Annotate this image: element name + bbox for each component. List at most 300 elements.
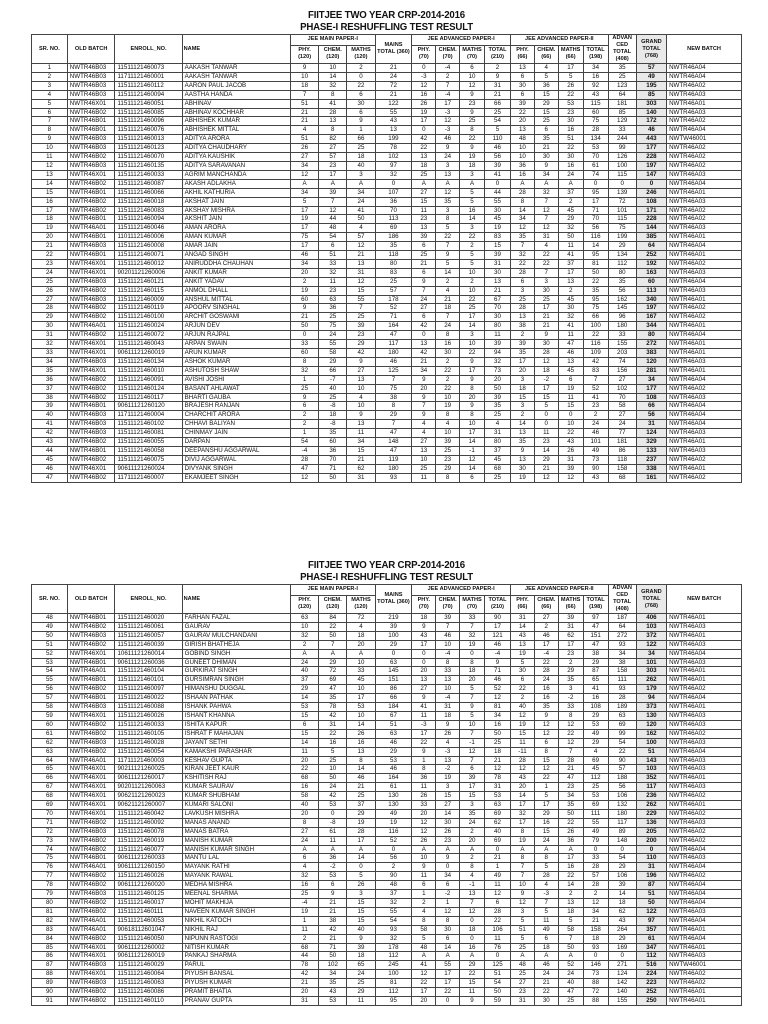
cell-adv2-chem: 46 [534, 631, 558, 640]
cell-grand-total: 177 [636, 384, 666, 393]
cell-adv1-phy: 4 [412, 907, 436, 916]
cell-grand-total: 61 [636, 934, 666, 943]
sheet2-subtitle: PHASE-I RESHUFFLING TEST RESULT [300, 571, 473, 583]
cell-sr-no: 49 [32, 622, 68, 631]
cell-main-maths: 45 [347, 676, 375, 685]
cell-adv2-total: 70 [583, 153, 608, 162]
cell-enroll-no: 11511121460042 [115, 809, 182, 818]
cell-mains-total: 7 [375, 375, 412, 384]
header-chem: CHEM. (70) [436, 45, 460, 63]
cell-advanced-total: 111 [608, 676, 636, 685]
cell-adv1-maths: 5 [460, 685, 485, 694]
cell-old-batch: NWTR46B02 [67, 622, 115, 631]
cell-enroll-no: 11511121460073 [115, 64, 182, 73]
cell-adv2-chem: -4 [534, 649, 558, 658]
cell-adv1-phy: 22 [412, 738, 436, 747]
cell-old-batch: NWTR46B02 [67, 988, 115, 997]
cell-student-name: GAURAV [182, 622, 290, 631]
cell-main-maths: 31 [347, 473, 375, 482]
cell-adv1-total: 54 [484, 117, 510, 126]
table-row [32, 402, 742, 411]
cell-main-maths: 46 [347, 774, 375, 783]
cell-main-chem: 8 [319, 126, 347, 135]
cell-new-batch: NWTR46A03 [667, 622, 742, 631]
cell-adv2-total: 50 [583, 268, 608, 277]
cell-main-chem: 23 [319, 161, 347, 170]
cell-adv2-maths: 24 [558, 170, 583, 179]
cell-main-phy: 51 [291, 99, 319, 108]
cell-old-batch: NWTR46X01 [67, 259, 115, 268]
cell-enroll-no: 11511121460009 [115, 295, 182, 304]
cell-adv1-total: 50 [484, 729, 510, 738]
cell-grand-total: 56 [636, 411, 666, 420]
cell-adv2-chem: 24 [534, 676, 558, 685]
cell-grand-total: 340 [636, 295, 666, 304]
cell-enroll-no: 90201121260006 [115, 268, 182, 277]
cell-student-name: ADITYA KAUSHIK [182, 153, 290, 162]
cell-advanced-total: 75 [608, 224, 636, 233]
cell-adv1-total: 21 [484, 286, 510, 295]
table-row [32, 783, 742, 792]
cell-adv2-phy: 3 [511, 402, 535, 411]
cell-main-phy: 24 [291, 658, 319, 667]
cell-adv2-phy: 14 [511, 792, 535, 801]
cell-grand-total: 192 [636, 259, 666, 268]
cell-new-batch: NWTR46A01 [667, 667, 742, 676]
cell-new-batch: NWTR46A01 [667, 801, 742, 810]
cell-old-batch: NWTR46X01 [67, 340, 115, 349]
cell-mains-total: 130 [375, 792, 412, 801]
cell-adv2-phy: 31 [511, 614, 535, 623]
cell-adv2-phy: 13 [511, 640, 535, 649]
cell-adv1-maths: 10 [460, 720, 485, 729]
cell-new-batch: NWTR46A04 [667, 916, 742, 925]
cell-main-phy: 6 [291, 720, 319, 729]
cell-mains-total: 51 [375, 720, 412, 729]
cell-enroll-no: 11511121460046 [115, 224, 182, 233]
cell-adv2-phy: 39 [511, 99, 535, 108]
cell-mains-total: 113 [375, 215, 412, 224]
cell-adv1-phy: 1 [412, 756, 436, 765]
cell-sr-no: 72 [32, 827, 68, 836]
table-row [32, 72, 742, 81]
cell-adv1-chem: 17 [436, 970, 460, 979]
cell-adv2-chem: 49 [534, 925, 558, 934]
cell-adv1-phy: 7 [412, 402, 436, 411]
cell-adv1-phy: 20 [412, 809, 436, 818]
cell-adv2-total: 25 [583, 783, 608, 792]
cell-adv1-maths: 2 [460, 277, 485, 286]
cell-adv2-phy: 22 [511, 685, 535, 694]
cell-advanced-total: 101 [608, 206, 636, 215]
cell-old-batch: NWTR46X01 [67, 970, 115, 979]
cell-student-name: GOBIND SINGH [182, 649, 290, 658]
cell-adv1-phy: 17 [412, 640, 436, 649]
cell-adv1-total: 50 [484, 384, 510, 393]
cell-adv1-total: 78 [484, 774, 510, 783]
cell-enroll-no: 11511121460087 [115, 179, 182, 188]
cell-main-maths: 15 [347, 446, 375, 455]
cell-sr-no: 23 [32, 259, 68, 268]
cell-mains-total: 25 [375, 277, 412, 286]
cell-new-batch: NWTR46A04 [667, 694, 742, 703]
cell-old-batch: NWTR46B02 [67, 179, 115, 188]
cell-new-batch: NWTR46A01 [667, 943, 742, 952]
cell-adv2-maths: A [558, 952, 583, 961]
cell-student-name: ANGAD SINGH [182, 251, 290, 260]
cell-grand-total: 250 [636, 996, 666, 1005]
cell-enroll-no: 11511121460064 [115, 970, 182, 979]
table-row [32, 809, 742, 818]
cell-main-maths: 9 [347, 411, 375, 420]
cell-grand-total: 224 [636, 970, 666, 979]
cell-old-batch: NWTR46B02 [67, 836, 115, 845]
cell-sr-no: 68 [32, 792, 68, 801]
cell-main-maths: 14 [347, 720, 375, 729]
cell-adv1-chem: 46 [436, 631, 460, 640]
cell-mains-total: 36 [375, 197, 412, 206]
cell-adv2-maths: 46 [558, 349, 583, 358]
cell-new-batch: NWTR46A03 [667, 170, 742, 179]
cell-enroll-no: 90611121260019 [115, 952, 182, 961]
cell-sr-no: 71 [32, 818, 68, 827]
cell-student-name: DEEPANSHU AGGARWAL [182, 446, 290, 455]
cell-main-chem: 102 [319, 961, 347, 970]
cell-main-chem: 18 [319, 411, 347, 420]
cell-main-phy: 6 [291, 854, 319, 863]
cell-adv2-maths: 45 [558, 295, 583, 304]
cell-main-maths: 26 [347, 729, 375, 738]
cell-adv1-maths: 12 [460, 907, 485, 916]
cell-adv2-total: 34 [583, 907, 608, 916]
cell-adv1-phy: 9 [412, 622, 436, 631]
cell-main-maths: 5 [347, 872, 375, 881]
cell-adv2-phy: 43 [511, 774, 535, 783]
cell-adv1-maths: 22 [460, 233, 485, 242]
cell-main-maths: 9 [347, 117, 375, 126]
cell-adv2-total: 74 [583, 170, 608, 179]
cell-adv2-chem: 12 [534, 473, 558, 482]
cell-main-phy: 40 [291, 667, 319, 676]
cell-adv2-chem: 22 [534, 259, 558, 268]
cell-main-chem: -8 [319, 402, 347, 411]
cell-adv2-maths: 23 [558, 649, 583, 658]
cell-enroll-no: 11511121460135 [115, 161, 182, 170]
cell-adv1-total: 53 [484, 792, 510, 801]
cell-main-phy: 11 [291, 747, 319, 756]
cell-mains-total: 49 [375, 809, 412, 818]
cell-adv1-total: 1 [484, 863, 510, 872]
cell-adv1-phy: 42 [412, 322, 436, 331]
cell-mains-total: 93 [375, 473, 412, 482]
cell-mains-total: 107 [375, 188, 412, 197]
cell-advanced-total: 199 [608, 233, 636, 242]
cell-old-batch: NWTR46B02 [67, 455, 115, 464]
cell-new-batch: NWTR46A04 [667, 863, 742, 872]
cell-adv1-maths: 17 [460, 366, 485, 375]
cell-main-phy: 58 [291, 792, 319, 801]
table-row [32, 473, 742, 482]
cell-adv2-total: 0 [583, 952, 608, 961]
cell-adv1-chem: 23 [436, 836, 460, 845]
cell-sr-no: 14 [32, 179, 68, 188]
cell-new-batch: NWTR46A01 [667, 340, 742, 349]
cell-enroll-no: 90611121260002 [115, 943, 182, 952]
table-row [32, 996, 742, 1005]
cell-adv1-chem: 2 [436, 375, 460, 384]
cell-grand-total: 197 [636, 161, 666, 170]
header-chem: CHEM. (70) [436, 595, 460, 613]
cell-new-batch: NWTR46A01 [667, 295, 742, 304]
table-row [32, 242, 742, 251]
cell-main-phy: 6 [291, 402, 319, 411]
cell-adv2-chem: 6 [534, 738, 558, 747]
cell-adv1-total: 56 [484, 153, 510, 162]
cell-sr-no: 58 [32, 703, 68, 712]
cell-main-chem: 32 [319, 268, 347, 277]
cell-adv1-phy: 9 [412, 393, 436, 402]
cell-main-maths: 19 [347, 818, 375, 827]
cell-sr-no: 6 [32, 108, 68, 117]
cell-adv2-chem: 8 [534, 747, 558, 756]
cell-adv1-total: 31 [484, 429, 510, 438]
cell-main-chem: 22 [319, 729, 347, 738]
cell-adv2-maths: 17 [558, 64, 583, 73]
cell-new-batch: NWTR46A02 [667, 81, 742, 90]
cell-main-maths: A [347, 845, 375, 854]
cell-old-batch: NWTR46B02 [67, 640, 115, 649]
cell-adv2-chem: 29 [534, 809, 558, 818]
cell-adv1-total: 19 [484, 224, 510, 233]
cell-adv1-total: 125 [484, 961, 510, 970]
cell-mains-total: 43 [375, 117, 412, 126]
table-row [32, 667, 742, 676]
cell-main-maths: 25 [347, 792, 375, 801]
table-row [32, 206, 742, 215]
cell-enroll-no: 11511121460104 [115, 667, 182, 676]
cell-main-phy: 24 [291, 836, 319, 845]
cell-adv1-phy: 0 [412, 331, 436, 340]
cell-new-batch: NWTR46A02 [667, 144, 742, 153]
cell-grand-total: 31 [636, 863, 666, 872]
cell-old-batch: NWTR46X01 [67, 349, 115, 358]
cell-advanced-total: 112 [608, 259, 636, 268]
cell-grand-total: 177 [636, 144, 666, 153]
cell-adv1-maths: 19 [460, 640, 485, 649]
cell-adv2-chem: 30 [534, 153, 558, 162]
table-row [32, 126, 742, 135]
cell-main-chem: 5 [319, 747, 347, 756]
cell-adv2-maths: 39 [558, 614, 583, 623]
table-row [32, 64, 742, 73]
cell-main-maths: 40 [347, 161, 375, 170]
cell-adv2-phy: 14 [511, 622, 535, 631]
table-row [32, 420, 742, 429]
cell-adv1-phy: 9 [412, 747, 436, 756]
cell-adv1-total: 81 [484, 703, 510, 712]
cell-adv2-total: 146 [583, 961, 608, 970]
cell-main-phy: 21 [291, 313, 319, 322]
cell-main-chem: 36 [319, 854, 347, 863]
cell-main-chem: 39 [319, 188, 347, 197]
cell-adv2-maths: 29 [558, 215, 583, 224]
cell-grand-total: 46 [636, 126, 666, 135]
table-row [32, 854, 742, 863]
cell-adv1-maths: 9 [460, 703, 485, 712]
cell-adv2-maths: 52 [558, 961, 583, 970]
cell-main-phy: 75 [291, 233, 319, 242]
cell-new-batch: NWTR46A04 [667, 64, 742, 73]
cell-main-maths: 20 [347, 640, 375, 649]
cell-old-batch: NWTR46B01 [67, 694, 115, 703]
cell-main-chem: 11 [319, 836, 347, 845]
table-row [32, 286, 742, 295]
cell-adv2-phy: 14 [511, 420, 535, 429]
cell-student-name: ISHAAN PATHAK [182, 694, 290, 703]
cell-adv2-total: 101 [583, 438, 608, 447]
cell-main-chem: 50 [319, 473, 347, 482]
cell-adv2-total: 2 [583, 890, 608, 899]
cell-adv1-total: 45 [484, 215, 510, 224]
table-row [32, 455, 742, 464]
cell-enroll-no: 11511121460022 [115, 694, 182, 703]
cell-student-name: KSHITISH RAJ [182, 774, 290, 783]
cell-grand-total: 57 [636, 64, 666, 73]
table-row [32, 658, 742, 667]
cell-adv1-phy: 25 [412, 170, 436, 179]
cell-main-maths: 8 [347, 756, 375, 765]
cell-adv1-chem: -3 [436, 108, 460, 117]
cell-adv2-total: 83 [583, 366, 608, 375]
cell-enroll-no: 11711121460003 [115, 756, 182, 765]
cell-adv1-maths: 8 [460, 126, 485, 135]
cell-adv1-maths: 18 [460, 161, 485, 170]
cell-adv1-phy: 13 [412, 676, 436, 685]
cell-main-maths: 4 [347, 622, 375, 631]
cell-new-batch: NWTR46A04 [667, 649, 742, 658]
cell-advanced-total: 134 [608, 251, 636, 260]
cell-adv1-chem: -4 [436, 90, 460, 99]
cell-adv2-chem: 22 [534, 774, 558, 783]
cell-adv2-maths: 47 [558, 340, 583, 349]
cell-new-batch: NWTR46A01 [667, 322, 742, 331]
cell-main-chem: 41 [319, 99, 347, 108]
cell-main-maths: 4 [347, 224, 375, 233]
cell-adv2-phy: 32 [511, 251, 535, 260]
cell-adv1-total: 9 [484, 72, 510, 81]
cell-student-name: NIPUNN RASTOGI [182, 934, 290, 943]
cell-mains-total: 2 [375, 863, 412, 872]
cell-adv2-phy: 39 [511, 340, 535, 349]
cell-adv1-phy: 23 [412, 215, 436, 224]
cell-advanced-total: 0 [608, 179, 636, 188]
cell-main-maths: 13 [347, 375, 375, 384]
cell-adv1-total: 69 [484, 809, 510, 818]
cell-enroll-no: 11511121460119 [115, 304, 182, 313]
header-name: NAME [182, 35, 290, 64]
cell-enroll-no: 11511121460088 [115, 703, 182, 712]
cell-adv2-phy: 3 [511, 286, 535, 295]
cell-main-chem: 42 [319, 711, 347, 720]
cell-main-maths: 57 [347, 233, 375, 242]
cell-main-phy: 14 [291, 694, 319, 703]
cell-adv1-maths: 2 [460, 827, 485, 836]
table-row [32, 792, 742, 801]
cell-main-maths: 3 [347, 890, 375, 899]
cell-enroll-no: 11511121460096 [115, 117, 182, 126]
cell-student-name: ASHUTOSH SHAW [182, 366, 290, 375]
cell-old-batch: NWTR46B01 [67, 676, 115, 685]
cell-old-batch: NWTR46B02 [67, 393, 115, 402]
cell-sr-no: 89 [32, 979, 68, 988]
cell-advanced-total: 24 [608, 420, 636, 429]
cell-main-phy: 0 [291, 331, 319, 340]
cell-main-phy: 28 [291, 455, 319, 464]
cell-adv1-maths: 6 [460, 64, 485, 73]
cell-adv2-total: 88 [583, 979, 608, 988]
cell-student-name: GUNEET DHIMAN [182, 658, 290, 667]
cell-new-batch: NWTR46A03 [667, 446, 742, 455]
cell-adv1-phy: 27 [412, 304, 436, 313]
cell-main-maths: 41 [347, 206, 375, 215]
cell-main-maths: 13 [347, 747, 375, 756]
cell-adv1-chem: 13 [436, 170, 460, 179]
table-row [32, 349, 742, 358]
cell-advanced-total: 180 [608, 322, 636, 331]
cell-main-maths: A [347, 649, 375, 658]
cell-sr-no: 22 [32, 251, 68, 260]
header-grand-total: GRAND TOTAL (768) [636, 35, 666, 64]
cell-adv1-total: 21 [484, 90, 510, 99]
cell-adv1-maths: -1 [460, 881, 485, 890]
cell-adv1-phy: 43 [412, 631, 436, 640]
cell-advanced-total: 33 [608, 126, 636, 135]
cell-adv2-maths: 47 [558, 774, 583, 783]
cell-old-batch: NWTR46X01 [67, 170, 115, 179]
cell-old-batch: NWTR46B02 [67, 881, 115, 890]
cell-sr-no: 81 [32, 907, 68, 916]
cell-advanced-total: 89 [608, 827, 636, 836]
cell-new-batch: NWTR46A01 [667, 996, 742, 1005]
cell-mains-total: 178 [375, 295, 412, 304]
cell-main-phy: 11 [291, 925, 319, 934]
cell-enroll-no: 11511121460010 [115, 366, 182, 375]
cell-advanced-total: 0 [608, 845, 636, 854]
cell-enroll-no: 11511121460112 [115, 81, 182, 90]
cell-sr-no: 79 [32, 890, 68, 899]
cell-adv1-maths: 16 [460, 943, 485, 952]
cell-adv1-total: 11 [484, 934, 510, 943]
cell-mains-total: 116 [375, 827, 412, 836]
cell-enroll-no: 11511121460012 [115, 259, 182, 268]
cell-enroll-no: 90211121260025 [115, 765, 182, 774]
cell-adv1-maths: 10 [460, 72, 485, 81]
cell-sr-no: 33 [32, 349, 68, 358]
cell-grand-total: 162 [636, 729, 666, 738]
cell-main-chem: 71 [319, 464, 347, 473]
cell-adv1-total: 46 [484, 640, 510, 649]
cell-sr-no: 51 [32, 640, 68, 649]
cell-adv2-maths: 50 [558, 809, 583, 818]
cell-main-phy: A [291, 179, 319, 188]
cell-adv1-maths: 15 [460, 792, 485, 801]
cell-adv2-phy: 25 [511, 943, 535, 952]
cell-advanced-total: 264 [608, 925, 636, 934]
cell-advanced-total: 100 [608, 161, 636, 170]
cell-main-chem: 50 [319, 631, 347, 640]
header-new-batch: NEW BATCH [667, 35, 742, 64]
table-row [32, 197, 742, 206]
